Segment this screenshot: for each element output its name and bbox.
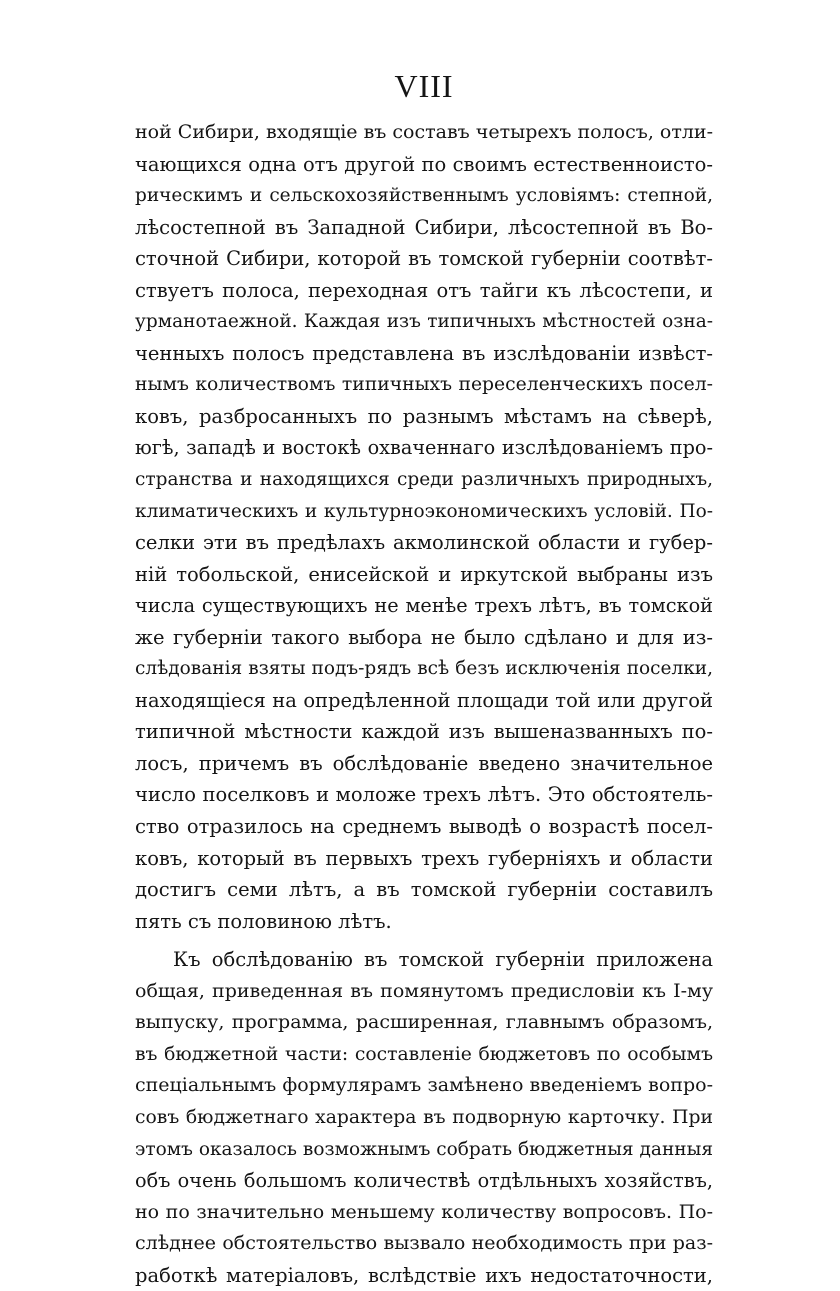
text-line: въ бюджетной части: составленіе бюджетовъ по особымъ — [135, 1043, 713, 1065]
text-line: работкѣ матеріаловъ, вслѣдствіе ихъ недостаточности, — [135, 1263, 713, 1287]
paragraph-gap — [135, 937, 713, 944]
text-line: лосъ, причемъ въ обслѣдованіе введено значительное — [135, 751, 713, 775]
text-line: странства и находящихся среди различныхъ природныхъ, — [135, 469, 713, 491]
page-number: VIII — [394, 68, 454, 104]
text-line: Къ обслѣдованію въ томской губерніи приложена — [173, 948, 713, 972]
text-line: слѣдованія взяты подъ-рядъ всѣ безъ исключенія поселки, — [135, 658, 713, 680]
text-line: но по значительно меньшему количеству вопросовъ. По- — [135, 1200, 713, 1223]
text-line: ковъ, который въ первыхъ трехъ губерніяхъ и области — [135, 846, 713, 870]
text-line: числа существующихъ не менѣе трехъ лѣтъ, въ томской — [135, 594, 713, 618]
text-line: общая, приведенная въ помянутомъ предисловіи къ I-му — [135, 979, 713, 1002]
text-line: ной Сибири, входящіе въ составъ четырехъ полосъ, отли- — [135, 121, 713, 143]
body-text — [135, 117, 713, 1291]
text-line: пять съ половиною лѣтъ. — [135, 909, 392, 933]
text-line: ній тобольской, енисейской и иркутской выбраны изъ — [135, 562, 713, 586]
text-line: селки эти въ предѣлахъ акмолинской области и губер- — [135, 531, 713, 555]
text-line: урманотаежной. Каждая изъ типичныхъ мѣстностей озна- — [135, 311, 713, 333]
text-line: ствуетъ полоса, переходная отъ тайги къ лѣсостепи, и — [135, 278, 713, 302]
text-line: объ очень большомъ количествѣ отдѣльныхъ хозяйствъ, — [135, 1169, 713, 1193]
text-line: этомъ оказалось возможнымъ собрать бюджетныя данныя — [135, 1138, 713, 1160]
text-line: нымъ количествомъ типичныхъ переселенческихъ посел- — [135, 374, 713, 396]
text-line: находящіеся на опредѣленной площади той или другой — [135, 688, 713, 712]
text-line: спеціальнымъ формулярамъ замѣнено введеніемъ вопро- — [135, 1074, 713, 1097]
text-line: слѣднее обстоятельство вызвало необходимость при раз- — [135, 1232, 713, 1255]
text-line: выпуску, программа, расширенная, главнымъ образомъ, — [135, 1011, 713, 1034]
text-line: достигъ семи лѣтъ, а въ томской губерніи составилъ — [135, 878, 713, 902]
text-line: ковъ, разбросанныхъ по разнымъ мѣстамъ на сѣверѣ, — [135, 404, 713, 428]
text-line: лѣсостепной въ Западной Сибири, лѣсостепной въ Во- — [135, 215, 713, 239]
text-line: число поселковъ и моложе трехъ лѣтъ. Это обстоятель- — [135, 783, 713, 807]
paragraph-2 — [135, 944, 713, 1291]
text-line: ство отразилось на среднемъ выводѣ о возрастѣ посел- — [135, 815, 713, 839]
text-line: югѣ, западѣ и востокѣ охваченнаго изслѣдованіемъ про- — [135, 436, 713, 460]
text-line: чающихся одна отъ другой по своимъ естественноисто- — [135, 152, 713, 176]
text-line: ченныхъ полосъ представлена въ изслѣдованіи извѣст- — [135, 341, 713, 365]
text-line: климатическихъ и культурноэкономическихъ условій. По- — [135, 500, 713, 522]
paragraph-1 — [135, 117, 713, 937]
text-line: совъ бюджетнаго характера въ подворную карточку. При — [135, 1106, 713, 1128]
text-line: типичной мѣстности каждой изъ вышеназванныхъ по- — [135, 720, 713, 744]
text-line: рическимъ и сельскохозяйственнымъ условіямъ: степной, — [135, 185, 713, 207]
text-line: сточной Сибири, которой въ томской губерніи соотвѣт- — [135, 247, 713, 271]
text-line: же губерніи такого выбора не было сдѣлано и для из- — [135, 625, 713, 649]
